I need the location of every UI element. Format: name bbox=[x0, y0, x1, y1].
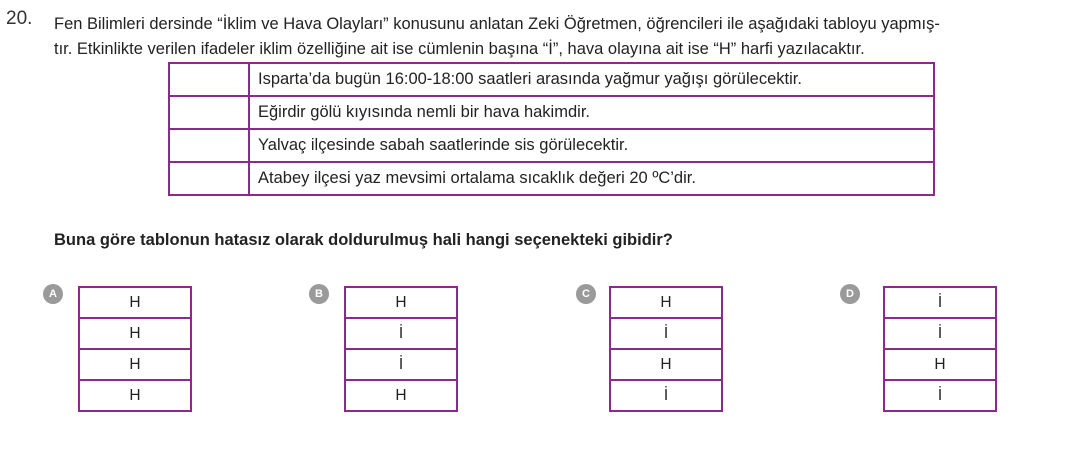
question-stem bbox=[54, 12, 1064, 62]
table-row bbox=[169, 162, 934, 195]
statement-cell: Yalvaç ilçesinde sabah saatlerinde sis görülecektir. bbox=[249, 129, 934, 162]
option-cell: H bbox=[79, 380, 191, 411]
option-cell: İ bbox=[345, 349, 457, 380]
option-cell: İ bbox=[345, 318, 457, 349]
option-cell: H bbox=[884, 349, 996, 380]
option-d-badge[interactable]: D bbox=[840, 284, 860, 304]
option-cell: İ bbox=[884, 380, 996, 411]
stem-line-2: tır. Etkinlikte verilen ifadeler iklim özelliğine ait ise cümlenin başına “İ”, hava olayına ait ise “H” harfi yazılacaktır. bbox=[54, 40, 865, 58]
option-cell: İ bbox=[884, 287, 996, 318]
answer-cell bbox=[169, 96, 249, 129]
option-cell: H bbox=[345, 380, 457, 411]
statement-table bbox=[168, 62, 935, 196]
option-b-badge[interactable]: B bbox=[309, 284, 329, 304]
answer-cell bbox=[169, 63, 249, 96]
option-cell: İ bbox=[884, 318, 996, 349]
statement-cell: Eğirdir gölü kıyısında nemli bir hava hakimdir. bbox=[249, 96, 934, 129]
option-cell: H bbox=[79, 318, 191, 349]
option-cell: H bbox=[79, 349, 191, 380]
option-b-table[interactable] bbox=[344, 286, 458, 412]
answer-cell bbox=[169, 162, 249, 195]
option-a-badge[interactable]: A bbox=[43, 284, 63, 304]
option-a-table[interactable] bbox=[78, 286, 192, 412]
option-d-table[interactable] bbox=[883, 286, 997, 412]
option-cell: H bbox=[610, 349, 722, 380]
question-number: 20. bbox=[6, 8, 33, 29]
option-cell: H bbox=[79, 287, 191, 318]
option-cell: İ bbox=[610, 318, 722, 349]
option-c-table[interactable] bbox=[609, 286, 723, 412]
option-cell: İ bbox=[610, 380, 722, 411]
option-cell: H bbox=[610, 287, 722, 318]
statement-cell: Isparta’da bugün 16:00-18:00 saatleri arasında yağmur yağışı görülecektir. bbox=[249, 63, 934, 96]
option-c-badge[interactable]: C bbox=[576, 284, 596, 304]
answer-cell bbox=[169, 129, 249, 162]
statement-cell: Atabey ilçesi yaz mevsimi ortalama sıcaklık değeri 20 ºC’dir. bbox=[249, 162, 934, 195]
option-cell: H bbox=[345, 287, 457, 318]
table-row bbox=[169, 129, 934, 162]
question-prompt: Buna göre tablonun hatasız olarak doldurulmuş hali hangi seçenekteki gibidir? bbox=[54, 231, 673, 249]
table-row bbox=[169, 96, 934, 129]
table-row bbox=[169, 63, 934, 96]
stem-line-1: Fen Bilimleri dersinde “İklim ve Hava Olayları” konusunu anlatan Zeki Öğretmen, öğrencileri ile aşağıdaki tabloyu yapmış- bbox=[54, 15, 940, 33]
